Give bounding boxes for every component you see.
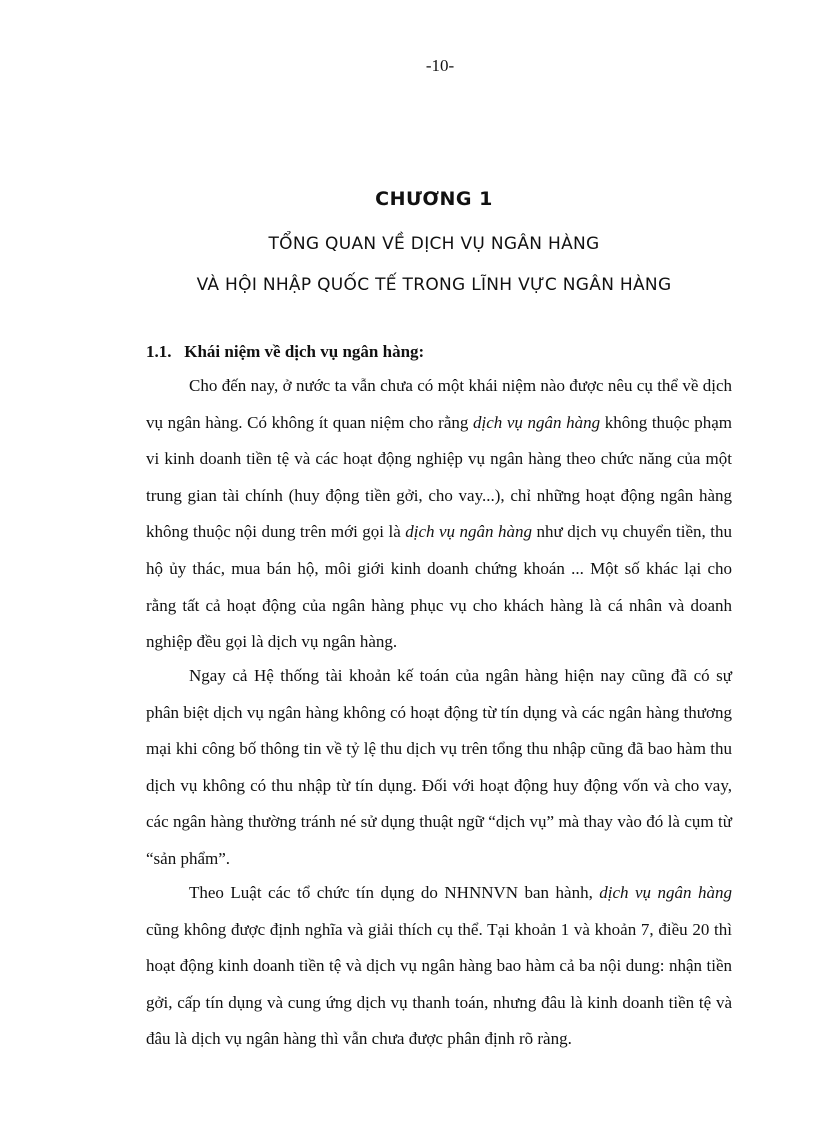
chapter-subtitle-line-1: TỔNG QUAN VỀ DỊCH VỤ NGÂN HÀNG	[268, 234, 600, 254]
paragraph-3-text-1: Theo Luật các tổ chức tín dụng do NHNNVN ban hành,	[189, 883, 600, 902]
page-number: -10-	[425, 56, 455, 75]
paragraph-1-text-3: như dịch vụ chuyển tiền, thu hộ ủy thác, mua bán hộ, môi giới kinh doanh chứng khoán ... Một số khác lại cho rằng tất cả hoạt động của ngân hàng phục vụ cho khách hàng là cá nhân và doanh nghiệp đều gọi là dịch vụ ngân hàng.	[146, 522, 732, 652]
paragraph-3-italic-term: dịch vụ ngân hàng	[599, 883, 732, 902]
paragraph-1-italic-term-2: dịch vụ ngân hàng	[405, 522, 533, 542]
paragraph-3-text-2: cũng không được định nghĩa và giải thích cụ thể. Tại khoản 1 và khoản 7, điều 20 thì hoạt động kinh doanh tiền tệ và dịch vụ ngân hàng bao hàm cả ba nội dung: nhận tiền gởi, cấp tín dụng và cung ứng dịch vụ thanh toán, nhưng đâu là kinh doanh tiền tệ và đâu là dịch vụ ngân hàng thì vẫn chưa được phân định rõ ràng.	[146, 919, 732, 1049]
body-paragraph-3	[146, 875, 732, 1058]
section-title: Khái niệm về dịch vụ ngân hàng:	[184, 342, 425, 361]
chapter-subtitle-line-2: VÀ HỘI NHẬP QUỐC TẾ TRONG LĨNH VỰC NGÂN HÀNG	[196, 275, 672, 295]
paragraph-1-text-2: không thuộc phạm vi kinh doanh tiền tệ và các hoạt động nghiệp vụ ngân hàng theo chức năng của một trung gian tài chính (huy động tiền gởi, cho vay...), chỉ những hoạt động ngân hàng không thuộc nội dung trên mới gọi là	[146, 412, 732, 542]
paragraph-1-text-1: Cho đến nay, ở nước ta vẫn chưa có một khái niệm nào được nêu cụ thể về dịch vụ ngân hàng. Có không ít quan niệm cho rằng	[146, 376, 732, 432]
paragraph-1-italic-term-1: dịch vụ ngân hàng	[472, 412, 601, 432]
body-paragraph-2	[146, 658, 732, 878]
chapter-title: CHƯƠNG 1	[375, 188, 493, 210]
paragraph-2-text: Ngay cả Hệ thống tài khoản kế toán của ngân hàng hiện nay cũng đã có sự phân biệt dịch vụ ngân hàng không có hoạt động từ tín dụng và các ngân hàng thương mại khi công bố thông tin về tỷ lệ thu dịch vụ trên tổng thu nhập cũng đã bao hàm thu dịch vụ không có thu nhập từ tín dụng. Đối với hoạt động huy động vốn và cho vay, các ngân hàng thường tránh né sử dụng thuật ngữ “dịch vụ” mà thay vào đó là cụm từ “sản phẩm”.	[146, 666, 732, 868]
section-heading	[146, 342, 424, 362]
section-number: 1.1.	[146, 342, 172, 361]
body-paragraph-1	[146, 368, 732, 661]
